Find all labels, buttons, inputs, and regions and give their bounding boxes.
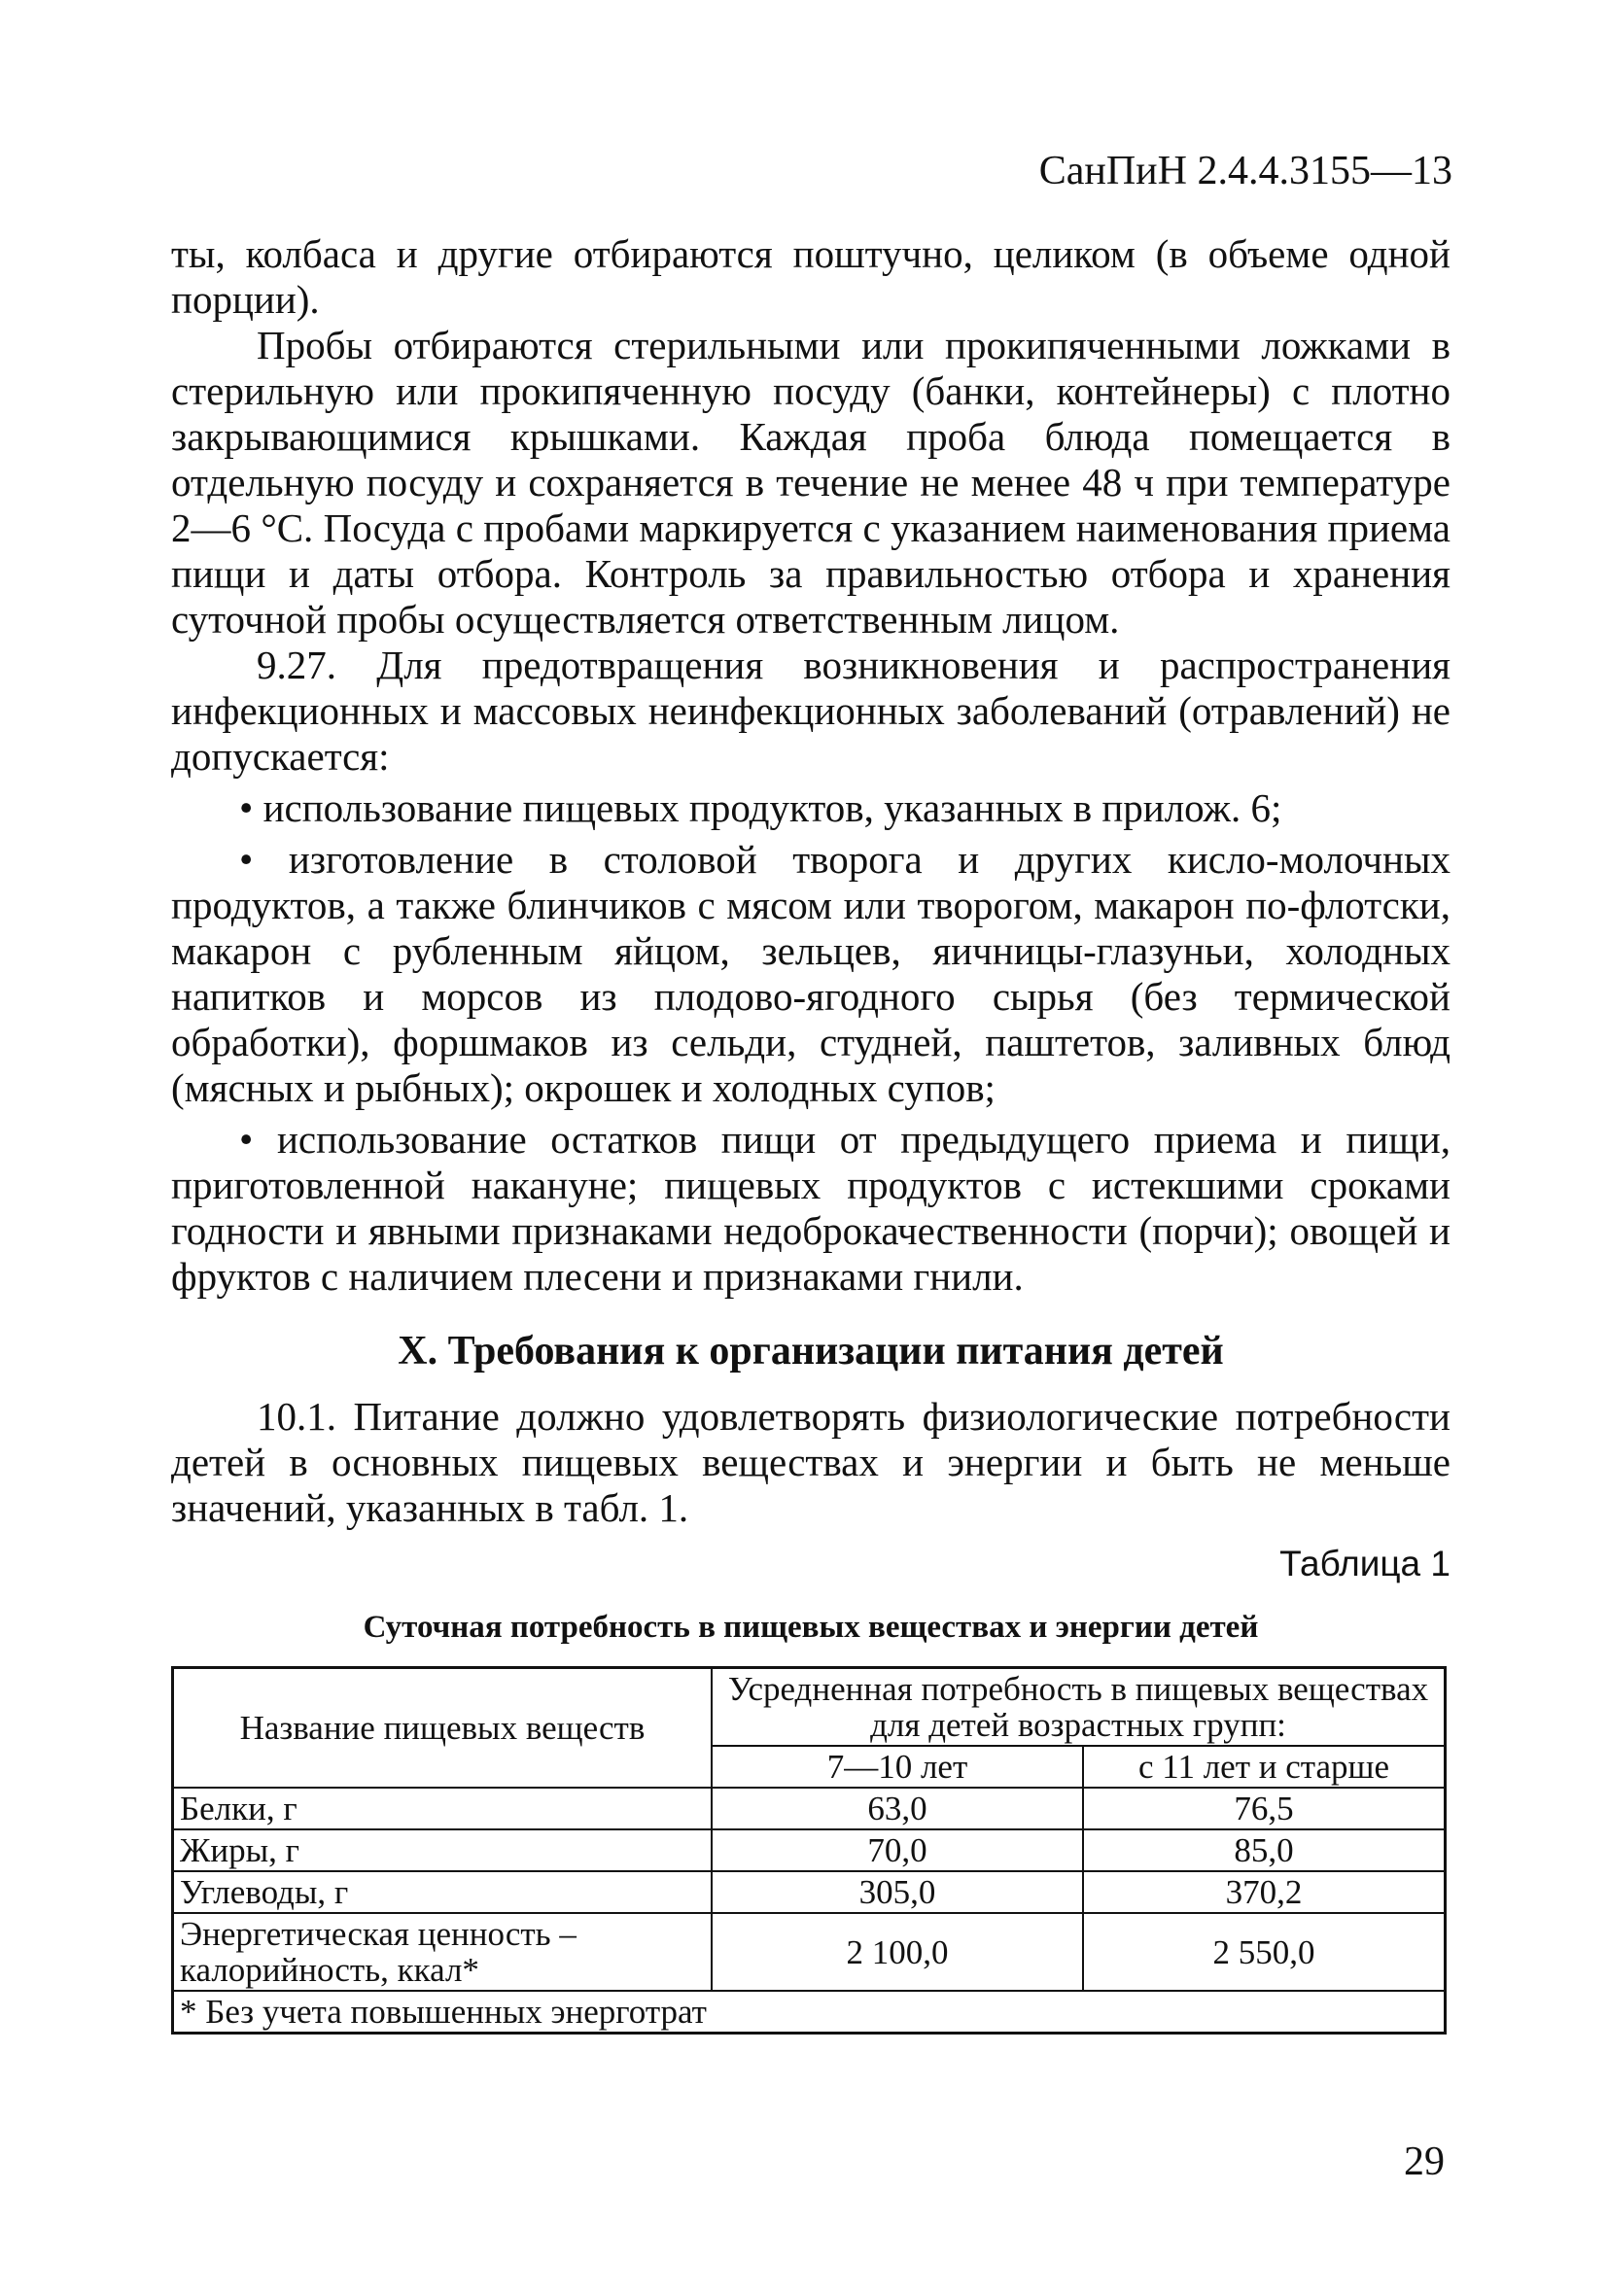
paragraph: Пробы отбираются стерильными или прокипяченными ложками в стерильную или прокипяченную посуду (банки, контейнеры) с плотно закрывающимися крышками. Каждая проба блюда помещается в отдельную посуду и сохраняется в течение не менее 48 ч при температуре 2—6 °С. Посуда с пробами маркируется с указанием наименования приема пищи и даты отбора. Контроль за правильностью отбора и хранения суточной пробы осуществляется ответственным лицом. [171, 323, 1451, 642]
value-age-7-10: 305,0 [712, 1871, 1083, 1913]
table-header-row [173, 1668, 1446, 1747]
value-age-7-10: 2 100,0 [712, 1913, 1083, 1991]
table-row [173, 1913, 1446, 1991]
nutrient-name: Углеводы, г [173, 1871, 713, 1913]
table-label: Таблица 1 [1279, 1544, 1451, 1583]
nutrient-name: Белки, г [173, 1788, 713, 1829]
nutrition-table [171, 1666, 1447, 2035]
page-number: 29 [1404, 2139, 1445, 2184]
list-item: • изготовление в столовой творога и других кисло-молочных продуктов, а также блинчиков с мясом или творогом, макарон по-флотски, макарон с рубленным яйцом, зельцев, яичницы-глазуньи, холодных напитков и морсов из плодово-ягодного сырья (без термической обработки), форшмаков из сельди, студней, паштетов, заливных блюд (мясных и рыбных); окрошек и холодных супов; [171, 837, 1451, 1110]
table-footnote: * Без учета повышенных энерготрат [173, 1991, 1446, 2034]
table-row [173, 1871, 1446, 1913]
column-header-age-7-10: 7—10 лет [712, 1746, 1083, 1788]
column-header-name: Название пищевых веществ [173, 1668, 713, 1789]
value-age-11-plus: 76,5 [1083, 1788, 1446, 1829]
value-age-11-plus: 85,0 [1083, 1829, 1446, 1871]
page-content [171, 231, 1451, 2035]
clause-10-1: 10.1. Питание должно удовлетворять физиологические потребности детей в основных пищевых веществах и энергии и быть не меньше значений, указанных в табл. 1. [171, 1394, 1451, 1530]
column-header-group: Усредненная потребность в пищевых веществах для детей возрастных групп: [712, 1668, 1446, 1747]
nutrient-name: Жиры, г [173, 1829, 713, 1871]
table-row [173, 1829, 1446, 1871]
table-caption: Суточная потребность в пищевых веществах и энергии детей [363, 1610, 1259, 1645]
nutrient-name: Энергетическая ценность – калорийность, ккал* [173, 1913, 713, 1991]
column-header-age-11-plus: с 11 лет и старше [1083, 1746, 1446, 1788]
list-item: • использование пищевых продуктов, указанных в прилож. 6; [239, 785, 1282, 830]
table-row [173, 1788, 1446, 1829]
value-age-7-10: 70,0 [712, 1829, 1083, 1871]
value-age-11-plus: 2 550,0 [1083, 1913, 1446, 1991]
table-footnote-row [173, 1991, 1446, 2034]
document-code: СанПиН 2.4.4.3155—13 [1038, 149, 1452, 193]
value-age-7-10: 63,0 [712, 1788, 1083, 1829]
clause-9-27: 9.27. Для предотвращения возникновения и распространения инфекционных и массовых неинфекционных заболеваний (отравлений) не допускается: [171, 643, 1451, 779]
section-title: X. Требования к организации питания детей [398, 1329, 1224, 1374]
paragraph: ты, колбаса и другие отбираются поштучно, целиком (в объеме одной порции). [171, 231, 1451, 322]
value-age-11-plus: 370,2 [1083, 1871, 1446, 1913]
list-item: • использование остатков пищи от предыдущего приема и пищи, приготовленной накануне; пищевых продуктов с истекшими сроками годности и явными признаками недоброкачественности (порчи); овощей и фруктов с наличием плесени и признаками гнили. [171, 1117, 1451, 1299]
